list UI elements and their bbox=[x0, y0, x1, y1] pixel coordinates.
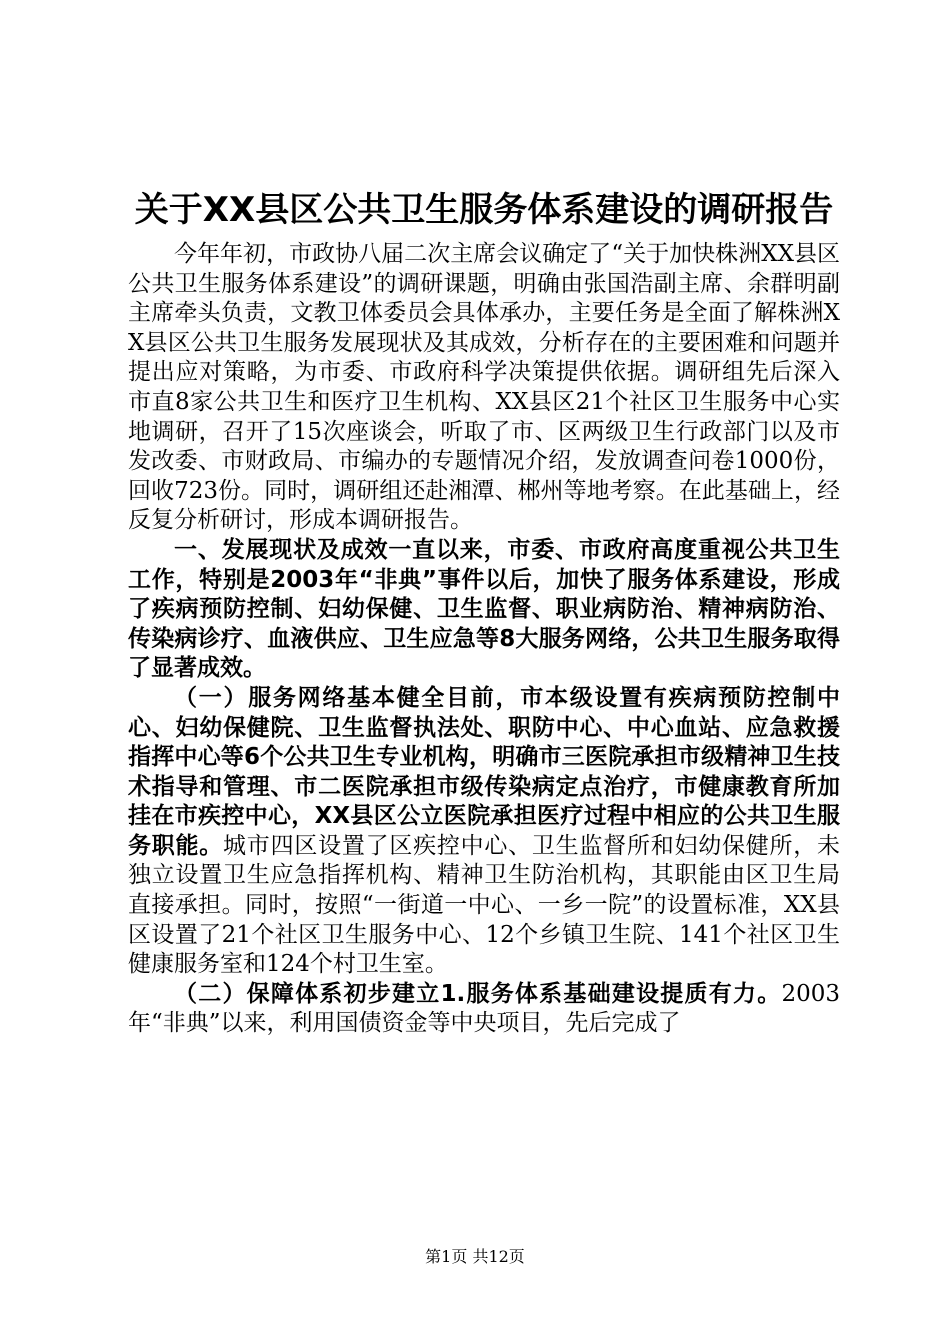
paragraph-intro-text: 今年年初，市政协八届二次主席会议确定了“关于加快株洲XX县区公共卫生服务体系建设”的调研课题，明确由张国浩副主席、余群明副主席牵头负责，文教卫体委员会具体承办，主要任务是全面了解株洲XX县区公共卫生服务发展现状及其成效，分析存在的主要困难和问题并提出应对策略，为市委、市政府科学决策提供依据。调研组先后深入市直8家公共卫生和医疗卫生机构、XX县区21个社区卫生服务中心实地调研，召开了15次座谈会，听取了市、区两级卫生行政部门以及市发改委、市财政局、市编办的专题情况介绍，发放调查问卷1000份，回收723份。同时，调研组还赴湘潭、郴州等地考察。在此基础上，经反复分析研讨，形成本调研报告。 bbox=[128, 241, 840, 534]
document-body bbox=[128, 182, 840, 1039]
paragraph-subsection-1-text: 城市四区设置了区疾控中心、卫生监督所和妇幼保健所，未独立设置卫生应急指挥机构、精神卫生防治机构，其职能由区卫生局直接承担。同时，按照“一街道一中心、一乡一院”的设置标准，XX县区设置了21个社区卫生服务中心、12个乡镇卫生院、141个社区卫生健康服务室和124个村卫生室。 bbox=[128, 832, 841, 978]
paragraph-subsection-2-text: 2003年“非典”以来，利用国债资金等中央项目，先后完成了 bbox=[128, 980, 840, 1037]
paragraph-subsection-2 bbox=[128, 980, 840, 1039]
document-title: 关于XX县区公共卫生服务体系建设的调研报告 bbox=[134, 190, 834, 230]
page-footer: 第1页 共12页 bbox=[425, 1247, 525, 1266]
paragraph-subsection-2-lead: （二）保障体系初步建立1.服务体系基础建设提质有力。 bbox=[174, 980, 782, 1007]
paragraph-subsection-1-lead: （一）服务网络基本健全目前，市本级设置有疾病预防控制中心、妇幼保健院、卫生监督执法处、职防中心、中心血站、应急救援指挥中心等6个公共卫生专业机构，明确市三医院承担市级精神卫生技术指导和管理、市二医院承担市级传染病定点治疗，市健康教育所加挂在市疾控中心，XX县区公立医院承担医疗过程中相应的公共卫生服务职能。 bbox=[128, 684, 840, 859]
paragraph-section-1 bbox=[128, 536, 840, 684]
paragraph-section-1-lead: 一、发展现状及成效一直以来，市委、市政府高度重视公共卫生工作，特别是2003年“非典”事件以后，加快了服务体系建设，形成了疾病预防控制、妇幼保健、卫生监督、职业病防治、精神病防治、传染病诊疗、血液供应、卫生应急等8大服务网络，公共卫生服务取得了显著成效。 bbox=[128, 536, 840, 682]
paragraph-subsection-1 bbox=[128, 684, 840, 980]
paragraph-intro bbox=[128, 240, 840, 536]
